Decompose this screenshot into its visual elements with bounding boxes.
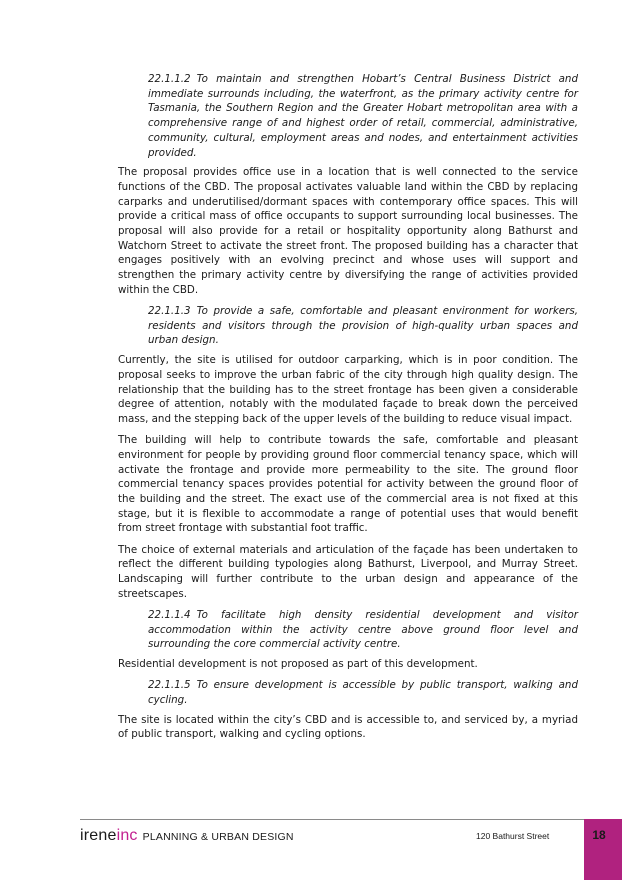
objective-clause bbox=[148, 608, 578, 652]
page-number: 18 bbox=[592, 828, 606, 842]
page-number-tab bbox=[584, 819, 622, 880]
footer-brand bbox=[80, 825, 294, 845]
body-paragraph: Currently, the site is utilised for outdoor carparking, which is in poor condition. The proposal seeks to improve the urban fabric of the city through high quality design. The relationship that the building has to the street frontage has been given a considerable degree of attention, notably with the modulated façade to break down the perceived mass, and the stepping back of the upper levels of the building to reduce visual impact. bbox=[118, 354, 578, 425]
objective-clause bbox=[148, 304, 578, 348]
body-paragraph: The site is located within the city’s CBD and is accessible to, and serviced by, a myriad of public transport, walking and cycling options. bbox=[118, 713, 578, 741]
clause-text: To provide a safe, comfortable and pleasant environment for workers, residents and visitors through the provision of high-quality urban spaces and urban design. bbox=[148, 305, 578, 347]
clause-number: 22.1.1.2 bbox=[148, 73, 191, 85]
logo-wordmark-irene: irene bbox=[80, 827, 117, 844]
brand-tagline: PLANNING & URBAN DESIGN bbox=[142, 831, 294, 843]
clause-text: To ensure development is accessible by public transport, walking and cycling. bbox=[148, 679, 578, 706]
body-paragraph: The proposal provides office use in a location that is well connected to the service functions of the CBD. The proposal activates valuable land within the CBD by replacing carparks and underutilised/dormant spaces with contemporary office spaces. This will provide a critical mass of office occupants to support surrounding local businesses. The proposal will also provide for a retail or hospitality opportunity along Bathurst and Watchorn Street to activate the street front. The proposed building has a character that engages positively with an evolving precinct and whose uses will support and strengthen the primary activity centre by diversifying the range of activities provided within the CBD. bbox=[118, 166, 578, 296]
logo-wordmark-inc: inc bbox=[116, 827, 138, 844]
body-paragraph: The building will help to contribute towards the safe, comfortable and pleasant environment for people by providing ground floor commercial tenancy space, which will activate the frontage and provide more permeability to the site. The ground floor commercial tenancy spaces provides potential for activity between the ground floor of the building and the street. The exact use of the commercial area is not fixed at this stage, but it is flexible to accommodate a range of potential uses that would benefit from street frontage with substantial foot traffic. bbox=[118, 434, 578, 535]
page-body bbox=[118, 72, 578, 749]
footer-divider bbox=[80, 819, 584, 820]
body-paragraph: Residential development is not proposed as part of this development. bbox=[118, 658, 478, 671]
clause-number: 22.1.1.4 bbox=[148, 608, 191, 621]
clause-number: 22.1.1.3 bbox=[148, 305, 191, 318]
clause-text: To facilitate high density residential development and visitor accommodation within the activity centre above ground floor level and surrounding the core commercial activity centre. bbox=[148, 608, 578, 651]
clause-text: To maintain and strengthen Hobart’s Central Business District and immediate surrounds including, the waterfront, as the primary activity centre for Tasmania, the Southern Region and the Greater Hobart metropolitan area with a comprehensive range of and highest order of retail, commercial, administrative, community, cultural, employment areas and nodes, and entertainment activities provided. bbox=[148, 73, 578, 159]
footer-address: 120 Bathurst Street bbox=[476, 831, 550, 841]
clause-number: 22.1.1.5 bbox=[148, 679, 191, 692]
body-paragraph: The choice of external materials and articulation of the façade has been undertaken to reflect the different building typologies along Bathurst, Liverpool, and Murray Street. Landscaping will further contribute to the urban design and appearance of the streetscapes. bbox=[118, 543, 578, 600]
objective-clause bbox=[148, 72, 578, 160]
objective-clause bbox=[148, 678, 578, 707]
